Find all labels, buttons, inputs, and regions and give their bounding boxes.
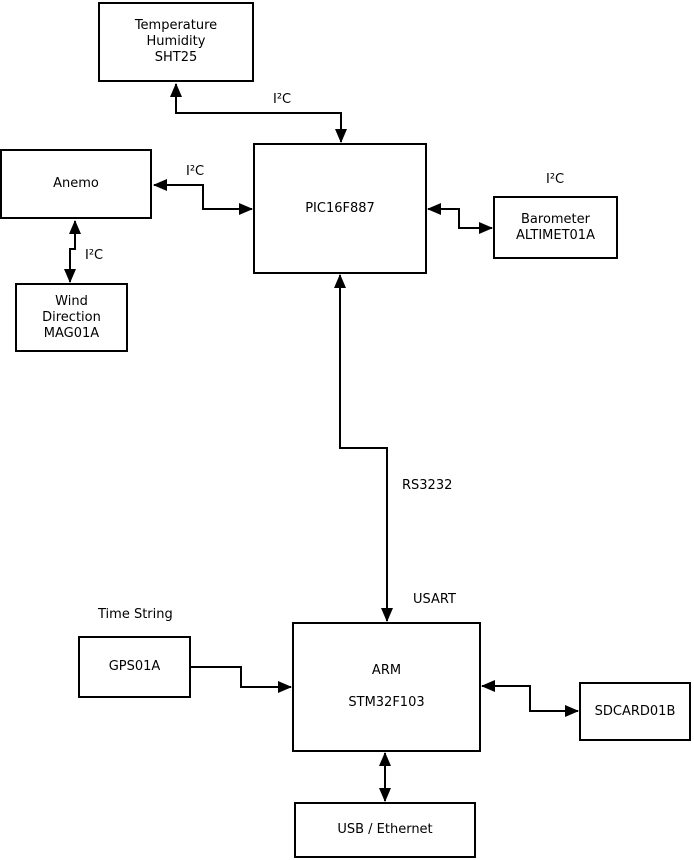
block-gps-module [78, 636, 191, 698]
block-label-line: USB / Ethernet [337, 822, 433, 837]
block-temperature-humidity-sensor [98, 2, 254, 82]
block-label-line: Direction [42, 309, 101, 325]
block-usb-ethernet [294, 802, 476, 858]
block-label-line: STM32F103 [348, 695, 425, 710]
bus-label-i2c-anemo: I²C [186, 164, 205, 179]
block-label-line: SDCARD01B [594, 703, 676, 719]
signal-label-time-string: Time String [98, 607, 173, 622]
bus-label-i2c-wind-direction: I²C [85, 248, 104, 263]
block-label-line: Humidity [146, 34, 206, 49]
block-label-line: GPS01A [108, 659, 161, 674]
block-label-line: Anemo [53, 176, 99, 191]
connector-pic-anemo [154, 185, 252, 209]
connector-arm-sdcard [482, 686, 578, 711]
block-label-line: Barometer [521, 211, 590, 227]
bus-label-rs3232: RS3232 [402, 478, 453, 493]
block-label-line: Wind [55, 293, 88, 309]
block-wind-direction-sensor [15, 283, 128, 352]
block-pic-microcontroller [253, 143, 427, 274]
block-label-line: MAG01A [43, 325, 100, 341]
block-label-line: Temperature [134, 18, 218, 33]
connector-pic-arm-rs3232 [340, 275, 387, 621]
block-barometer-sensor [493, 196, 618, 259]
block-label-line: ALTIMET01A [516, 227, 595, 243]
block-label-line: SHT25 [154, 50, 198, 65]
block-sdcard-module [579, 682, 691, 741]
bus-label-i2c-temperature: I²C [273, 92, 292, 107]
block-label-line: ARM [371, 663, 402, 678]
connector-gps-arm [190, 667, 291, 687]
block-anemometer [0, 149, 152, 219]
connector-pic-barometer [428, 209, 492, 228]
connector-pic-temperature [176, 84, 341, 142]
bus-label-i2c-barometer: I²C [546, 172, 565, 187]
connector-anemo-wind-direction [70, 221, 75, 282]
bus-label-usart: USART [413, 592, 456, 607]
block-arm-microcontroller [292, 622, 481, 752]
block-label-line: PIC16F887 [305, 200, 375, 216]
